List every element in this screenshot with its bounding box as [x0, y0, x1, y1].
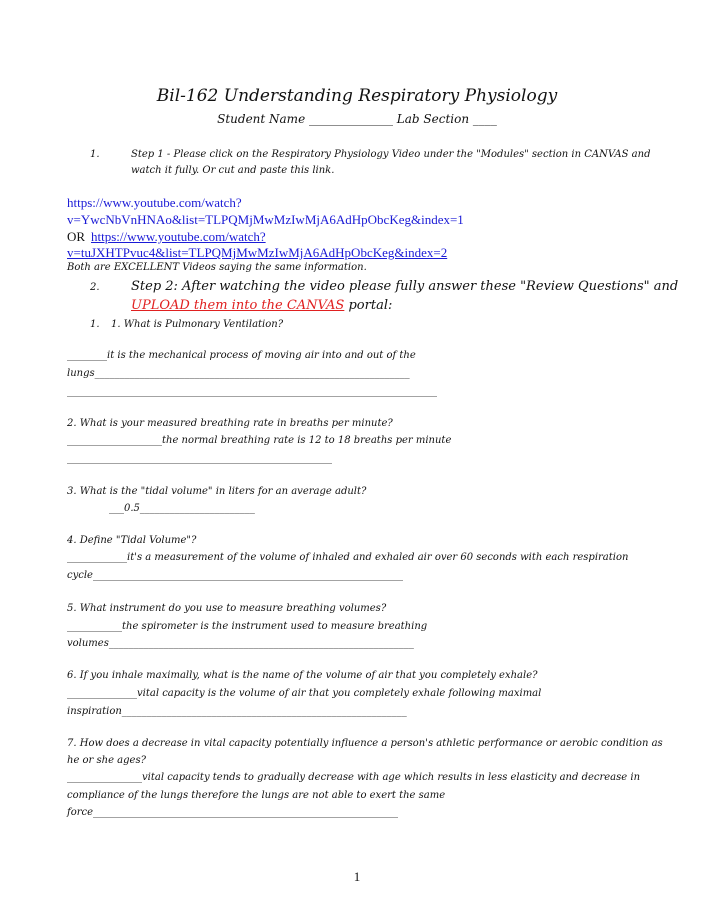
- step1-text-line1: Step 1 - Please click on the Respiratory Physiology Video under the "Modules" section in CANVAS and: [131, 149, 651, 160]
- video-link-1-line2[interactable]: v=YwcNbVnHNAo&list=TLPQMjMwMzIwMjA6AdHpObcKeg&index=1: [67, 212, 464, 227]
- answer-6-line2: inspiration_________________________________________________________: [67, 706, 407, 717]
- answer-4-line1: ____________it's a measurement of the volume of inhaled and exhaled air over 60 seconds with each respiration: [67, 552, 629, 563]
- answer-5-line2: volumes_____________________________________________________________: [67, 638, 414, 649]
- step2-number: 2.: [90, 282, 100, 293]
- question-7-line1: 7. How does a decrease in vital capacity potentially influence a person's athletic performance or aerobic condition as: [67, 738, 663, 749]
- step2-text-line2: [131, 298, 392, 313]
- answer-7-line1: _______________vital capacity tends to gradually decrease with age which results in less elasticity and decrease in: [67, 772, 641, 783]
- answer-7-line3: force_____________________________________________________________: [67, 807, 399, 818]
- question-1-number: 1.: [90, 319, 100, 330]
- answer-6-line1: ______________vital capacity is the volume of air that you completely exhale following maximal: [67, 688, 542, 699]
- question-4: 4. Define "Tidal Volume"?: [67, 535, 197, 546]
- video-link-1-line1[interactable]: https://www.youtube.com/watch?: [67, 195, 242, 210]
- answer-1-line1: ________it is the mechanical process of moving air into and out of the: [67, 350, 416, 361]
- answer-5-line1: ___________the spirometer is the instrument used to measure breathing: [67, 621, 428, 632]
- question-3: 3. What is the "tidal volume" in liters for an average adult?: [67, 486, 367, 497]
- step1-number: 1.: [90, 149, 100, 160]
- video-link-2-line1[interactable]: https://www.youtube.com/watch?: [91, 229, 266, 244]
- answer-2-line1: ___________________the normal breathing rate is 12 to 18 breaths per minute: [67, 435, 452, 446]
- answer-1-line2: lungs_______________________________________________________________: [67, 368, 410, 379]
- answer-7-line2: compliance of the lungs therefore the lungs are not able to exert the same: [67, 790, 446, 801]
- answer-3: ___0.5_______________________: [109, 503, 255, 514]
- question-7-line2: he or she ages?: [67, 755, 146, 766]
- question-5: 5. What instrument do you use to measure breathing volumes?: [67, 603, 387, 614]
- page-title: Bil-162 Understanding Respiratory Physiology: [156, 86, 558, 106]
- portal-text: portal:: [344, 298, 393, 313]
- step2-text-line1: Step 2: After watching the video please fully answer these "Review Questions" and: [131, 279, 679, 294]
- video-link-2-line2[interactable]: v=tuJXHTPvuc4&list=TLPQMjMwMzIwMjA6AdHpObcKeg&index=2: [67, 245, 448, 260]
- answer-4-line2: cycle______________________________________________________________: [67, 570, 403, 581]
- upload-instruction: UPLOAD them into the CANVAS: [131, 298, 345, 313]
- step1-text-line2: watch it fully. Or cut and paste this link.: [131, 165, 335, 176]
- question-2: 2. What is your measured breathing rate in breaths per minute?: [67, 418, 393, 429]
- page-number: 1: [353, 869, 361, 884]
- question-6: 6. If you inhale maximally, what is the name of the volume of air that you completely exhale?: [67, 670, 538, 681]
- answer-2-line2: _____________________________________________________: [67, 453, 332, 464]
- videos-note: Both are EXCELLENT Videos saying the same information.: [67, 262, 367, 273]
- or-label: OR: [67, 229, 86, 244]
- answer-1-line3: __________________________________________________________________________: [67, 386, 437, 397]
- question-1: 1. What is Pulmonary Ventilation?: [111, 319, 284, 330]
- student-name-line: Student Name ______________ Lab Section ____: [217, 112, 497, 126]
